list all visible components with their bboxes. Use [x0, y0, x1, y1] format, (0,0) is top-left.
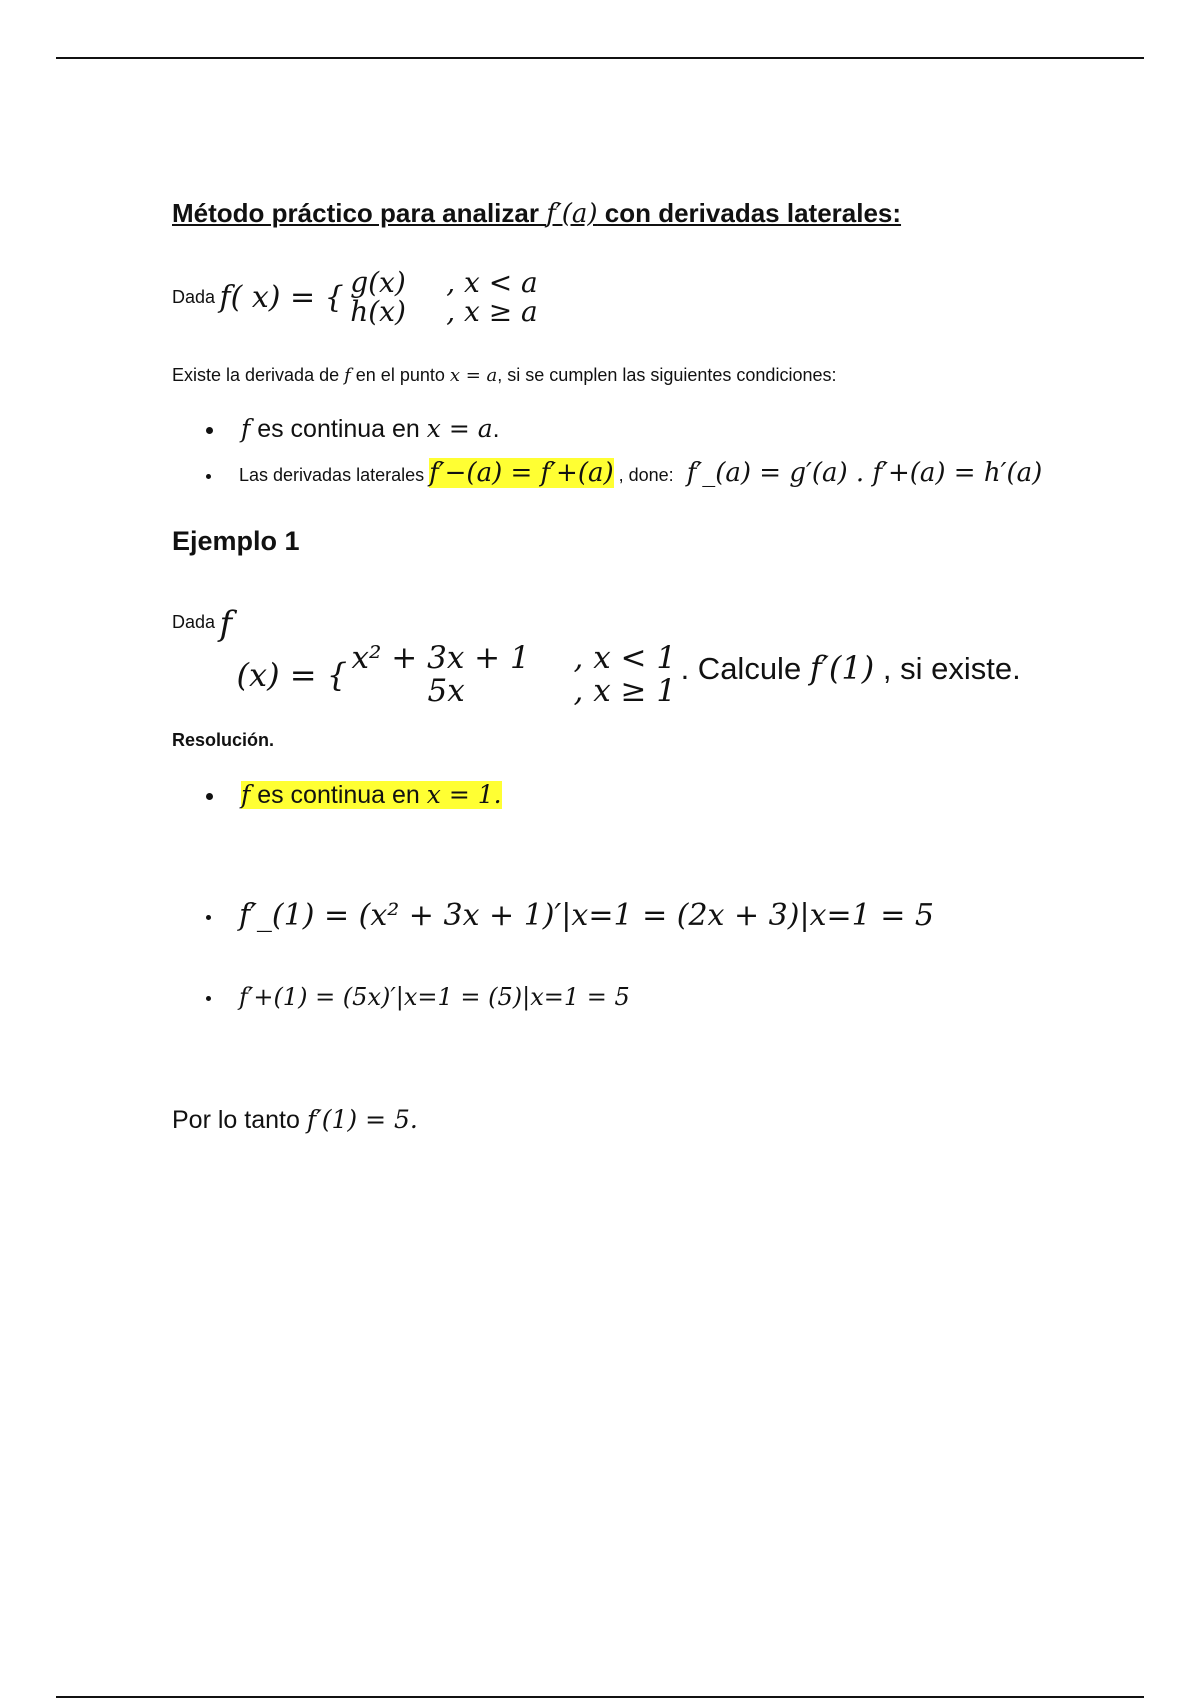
footer-rule — [56, 1696, 1144, 1698]
title-expression: f′(a) — [546, 199, 598, 229]
title-text: Método práctico para analizar — [172, 198, 547, 228]
bullet-icon — [206, 474, 211, 479]
conclusion-text: Por lo tanto — [172, 1106, 307, 1134]
bullet-icon — [206, 996, 211, 1001]
bullet-icon — [206, 915, 211, 920]
calc-text: . Calcule — [680, 650, 810, 686]
example-cases — [352, 642, 677, 707]
step1-equation: x = 1. — [426, 780, 502, 809]
condition-text: es continua en — [250, 415, 427, 443]
definition-cases — [350, 268, 538, 327]
function-definition — [172, 268, 538, 327]
intro-text-3: , si se cumplen las siguientes condiciones: — [497, 365, 837, 385]
condition-f: f — [241, 414, 251, 443]
example-dada-label: Dada — [172, 612, 216, 632]
intro-equation: x = a — [449, 365, 498, 386]
definition-lhs: f( x) = { — [219, 279, 344, 315]
lateral-done-text: , done: — [613, 465, 679, 485]
bullet-icon — [206, 793, 213, 800]
condition-equation: x = a — [426, 414, 493, 443]
resolution-step-continuity — [206, 780, 502, 810]
header-rule — [56, 57, 1144, 59]
lateral-equation: f′_(a) = g′(a) . f′+(a) = h′(a) — [686, 458, 1043, 488]
example-case2-condition: , x ≥ 1 — [573, 672, 677, 709]
condition-continuity — [206, 414, 500, 444]
example-case1-condition: , x < 1 — [573, 640, 677, 676]
example-definition — [172, 604, 1021, 709]
right-derivative-equation: f′+(1) = (5x)′|x=1 = (5)|x=1 = 5 — [239, 983, 630, 1011]
intro-text-2: en el punto — [350, 365, 450, 385]
case1-condition: , x < a — [446, 266, 538, 299]
example-f: f — [219, 604, 233, 644]
condition-end: . — [492, 415, 500, 443]
example-case2-expression: 5x — [427, 672, 465, 709]
title-text-end: con derivadas laterales: — [597, 198, 902, 228]
case2-expression: h(x) — [350, 295, 406, 329]
case2-condition: , x ≥ a — [446, 295, 538, 329]
calc-end: , si existe. — [874, 650, 1021, 686]
conclusion-equation: f′(1) = 5. — [306, 1105, 418, 1134]
page-title — [172, 198, 901, 229]
example-case1-expression: x² + 3x + 1 — [351, 640, 530, 676]
intro-f: f — [344, 365, 351, 386]
resolution-step-right-derivative — [206, 983, 630, 1012]
continuity-highlight — [241, 781, 502, 809]
dada-label: Dada — [172, 286, 216, 307]
case1-expression: g(x) — [350, 266, 406, 299]
condition-lateral-derivatives — [206, 458, 1042, 488]
intro-text-1: Existe la derivada de — [172, 365, 345, 385]
calc-expression: f′(1) — [809, 648, 875, 687]
resolution-label: Resolución. — [172, 730, 275, 750]
conclusion — [172, 1105, 418, 1135]
step1-text: es continua en — [250, 781, 427, 809]
bullet-icon — [206, 427, 213, 434]
left-derivative-equation: f′_(1) = (x² + 3x + 1)′|x=1 = (2x + 3)|x=1 = 5 — [239, 898, 935, 933]
example-lhs: (x) = { — [236, 655, 348, 694]
example-heading: Ejemplo 1 — [172, 526, 300, 556]
lateral-highlight-equation: f′−(a) = f′+(a) — [429, 458, 614, 488]
lateral-text: Las derivadas laterales — [239, 465, 430, 485]
resolution-step-left-derivative — [206, 898, 934, 933]
condition-intro — [172, 365, 836, 386]
step1-f: f — [241, 780, 251, 809]
